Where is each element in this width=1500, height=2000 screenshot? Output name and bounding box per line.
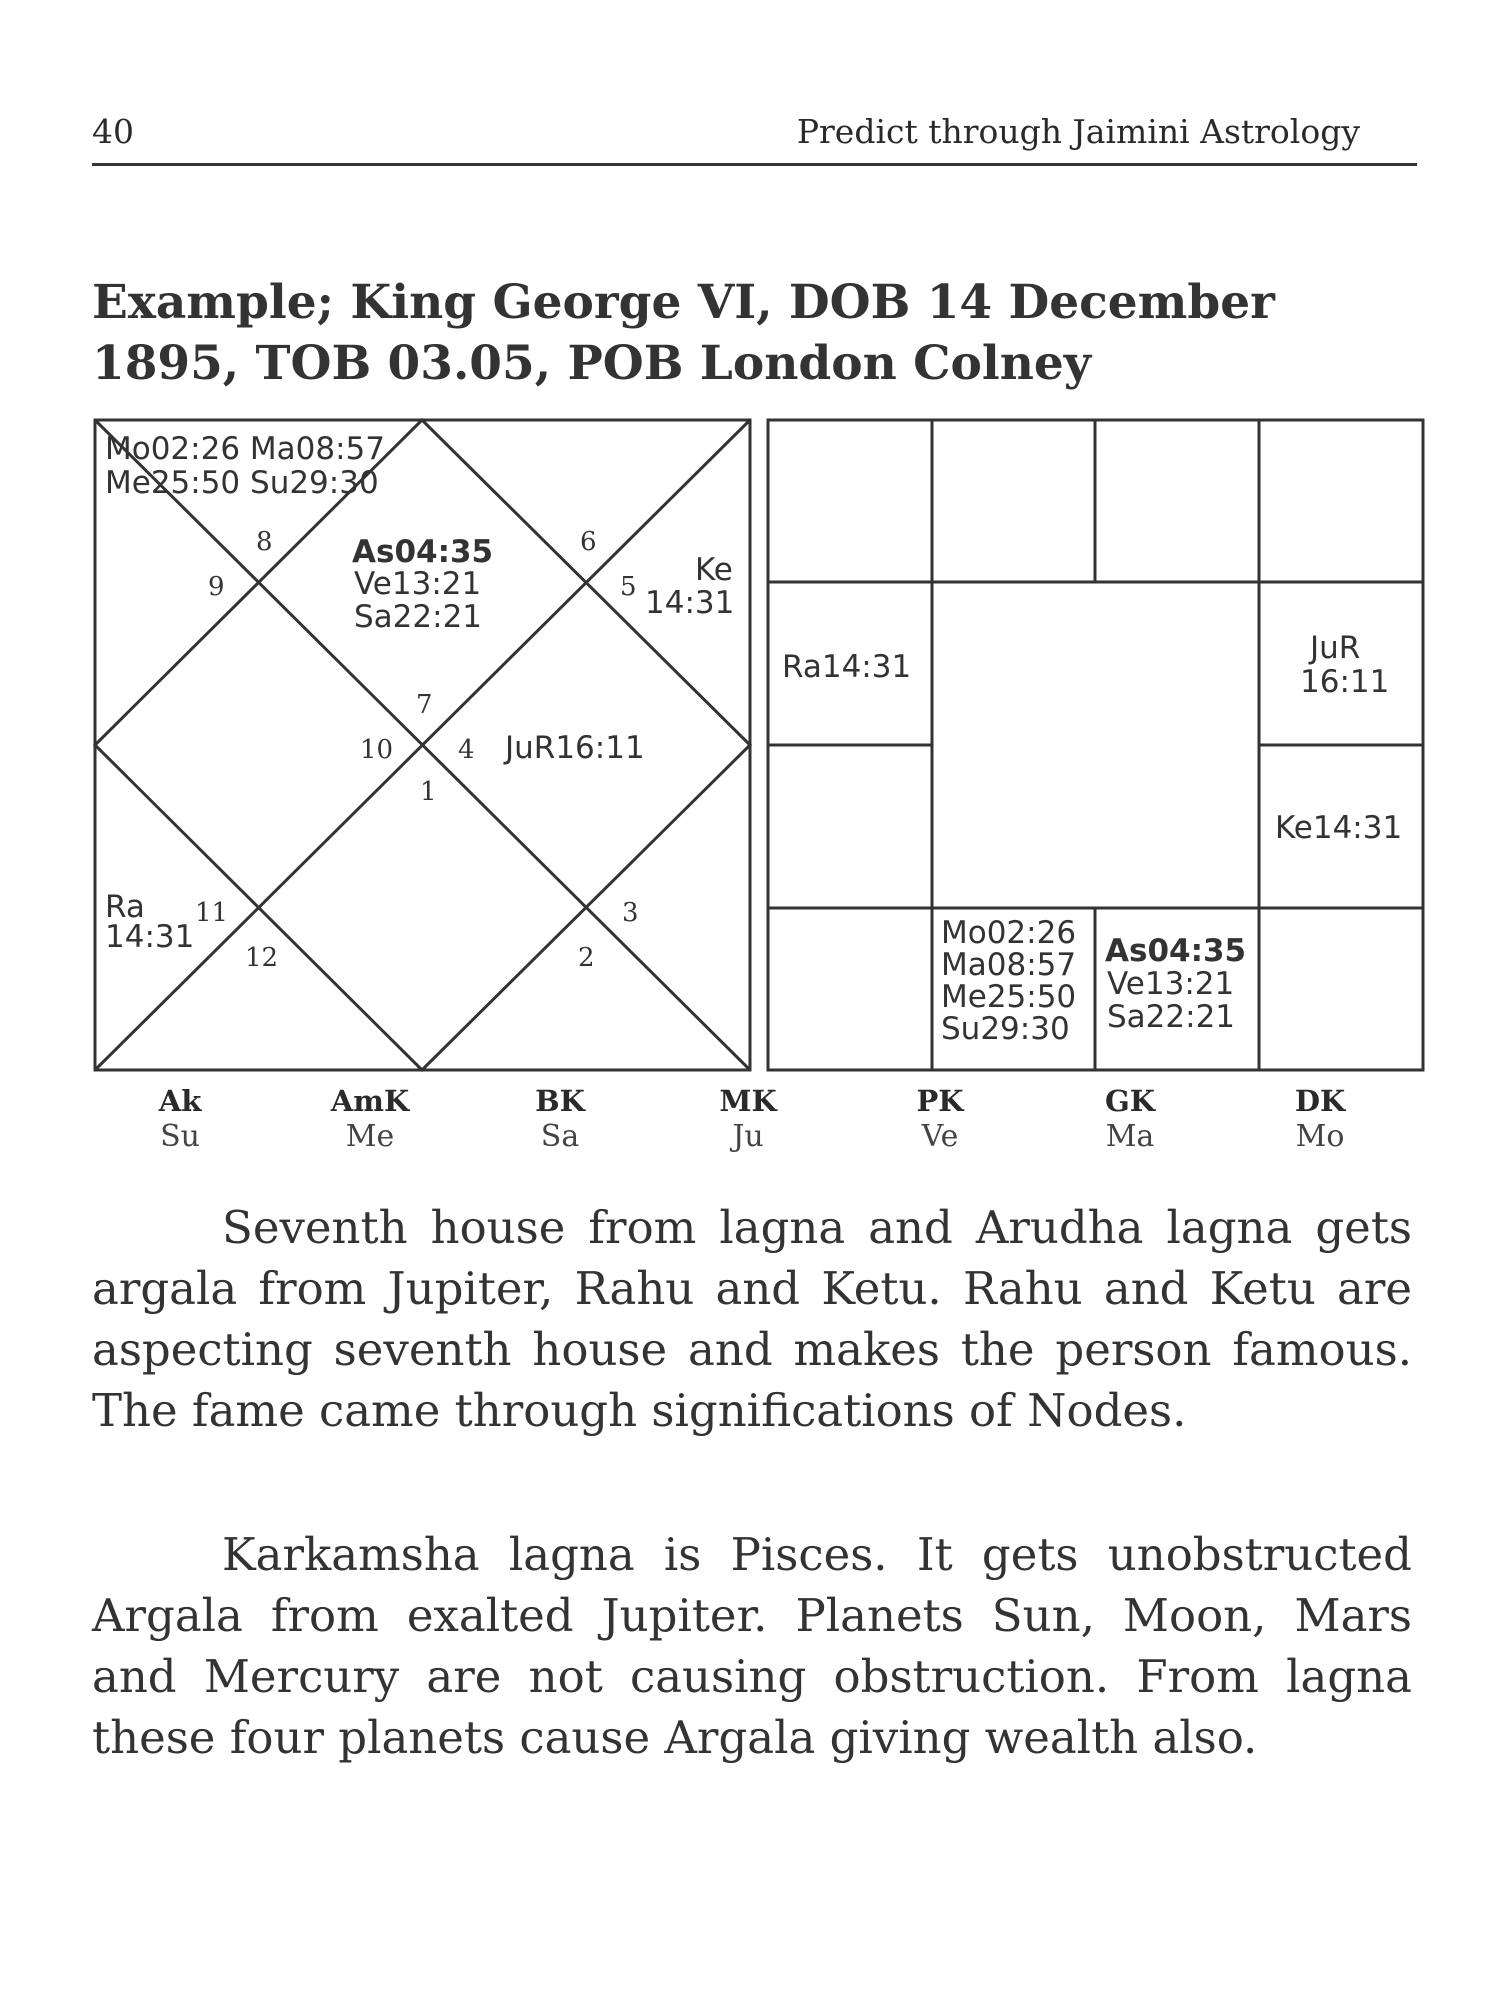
- sc-ketu: Ke14:31: [1275, 810, 1403, 846]
- sc-mercury: Me25:50: [941, 979, 1077, 1015]
- example-heading: Example; King George VI, DOB 14 December 1895, TOB 03.05, POB London Colney: [92, 275, 1275, 391]
- sc-ascendant: As04:35: [1105, 933, 1247, 969]
- nc-rahu-degree: 14:31: [105, 919, 195, 955]
- nc-top-left-line2: Me25:50 Su29:30: [105, 465, 379, 501]
- karaka-planet: Su: [160, 1119, 200, 1154]
- nc-ketu-label: Ke: [695, 552, 733, 588]
- house-number-6: 6: [580, 527, 597, 557]
- karaka-planet: Ju: [732, 1119, 764, 1154]
- sc-moon: Mo02:26: [941, 915, 1077, 951]
- sc-rahu: Ra14:31: [782, 649, 912, 685]
- karaka-abbr: MK: [719, 1084, 777, 1118]
- karaka-pk: [865, 1083, 1015, 1155]
- karaka-abbr: GK: [1105, 1084, 1155, 1118]
- house-number-7: 7: [416, 690, 433, 720]
- karaka-abbr: AmK: [330, 1084, 410, 1118]
- karaka-abbr: BK: [535, 1084, 585, 1118]
- house-number-8: 8: [256, 527, 273, 557]
- nc-ascendant: As04:35: [352, 534, 494, 570]
- house-number-12: 12: [245, 943, 279, 973]
- north-indian-chart: [95, 420, 750, 1070]
- page-number: 40: [92, 112, 134, 151]
- karaka-gk: [1055, 1083, 1205, 1155]
- nc-saturn: Sa22:21: [354, 599, 483, 635]
- karaka-planet: Me: [345, 1119, 395, 1154]
- nc-ketu-degree: 14:31: [645, 585, 735, 621]
- karaka-ak: [105, 1083, 255, 1155]
- body-paragraph: Seventh house from lagna and Arudha lagna gets argala from Jupiter, Rahu and Ketu. Rahu and Ketu are aspecting seventh house and makes the person famous. The fame came through significations of Nodes.: [92, 1201, 1412, 1437]
- karaka-dk: [1245, 1083, 1395, 1155]
- karaka-abbr: Ak: [158, 1084, 202, 1118]
- nc-jupiter: JuR16:11: [505, 730, 645, 766]
- house-number-5: 5: [620, 572, 637, 602]
- karaka-planet: Ve: [921, 1119, 959, 1154]
- house-number-1: 1: [420, 777, 437, 807]
- karaka-abbr: DK: [1294, 1084, 1346, 1118]
- karaka-planet: Sa: [540, 1119, 580, 1154]
- house-number-4: 4: [458, 735, 475, 765]
- body-paragraph: Karkamsha lagna is Pisces. It gets unobstructed Argala from exalted Jupiter. Planets Sun, Moon, Mars and Mercury are not causing obstruction. From lagna these four planets cause Argala giving wealth also.: [92, 1528, 1412, 1764]
- south-chart-labels: [782, 630, 1402, 1047]
- house-number-3: 3: [622, 898, 639, 928]
- running-header-title: Predict through Jaimini Astrology: [796, 112, 1360, 151]
- house-number-2: 2: [578, 943, 595, 973]
- karaka-abbr: PK: [916, 1084, 964, 1118]
- sc-venus: Ve13:21: [1107, 966, 1235, 1002]
- karaka-planet: Ma: [1105, 1119, 1155, 1154]
- karaka-bk: [485, 1083, 635, 1155]
- house-number-11: 11: [195, 898, 229, 928]
- nc-top-left-line1: Mo02:26 Ma08:57: [105, 431, 385, 467]
- karaka-mk: [673, 1083, 823, 1155]
- sc-jupiter-line1: JuR: [1310, 630, 1361, 666]
- karaka-amk: [295, 1083, 445, 1155]
- karaka-planet: Mo: [1295, 1119, 1345, 1154]
- sc-jupiter-line2: 16:11: [1300, 664, 1390, 700]
- sc-saturn: Sa22:21: [1107, 999, 1236, 1035]
- nc-venus: Ve13:21: [354, 566, 482, 602]
- south-indian-chart: [768, 420, 1423, 1070]
- house-number-10: 10: [360, 735, 394, 765]
- house-number-9: 9: [208, 572, 225, 602]
- nc-rahu-label: Ra: [105, 889, 145, 925]
- sc-sun: Su29:30: [941, 1011, 1070, 1047]
- sc-mars: Ma08:57: [941, 947, 1077, 983]
